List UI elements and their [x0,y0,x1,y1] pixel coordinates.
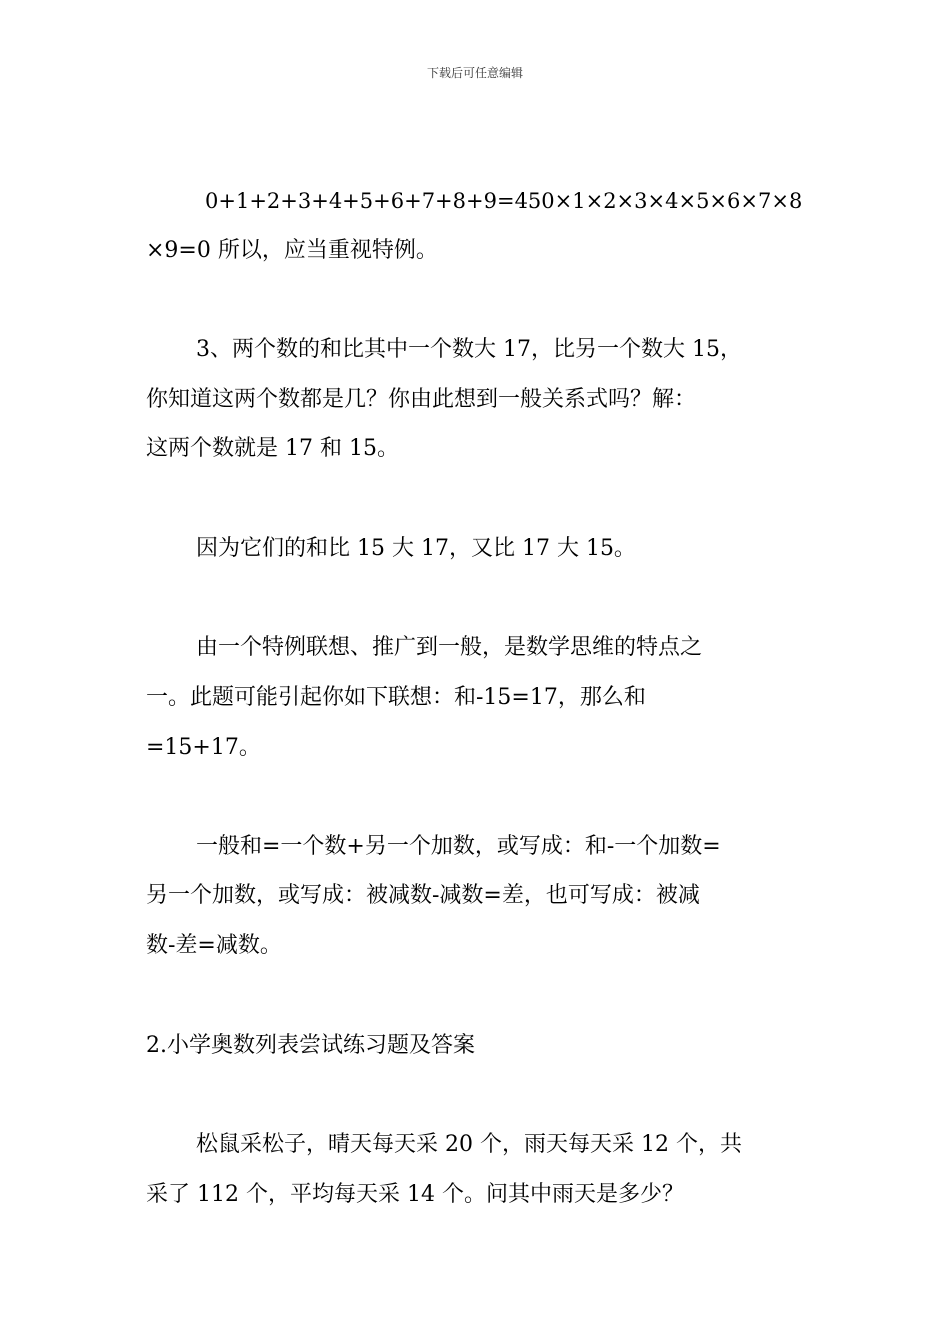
paragraph-1-line-2: ×9=0 所以，应当重视特例。 [146,238,438,263]
paragraph-4-line-2: 一。此题可能引起你如下联想：和-15=17，那么和 [146,685,646,710]
paragraph-1-line-1: 0+1+2+3+4+5+6+7+8+9=450×1×2×3×4×5×6×7×8 [205,189,803,213]
paragraph-2-line-1: 3、两个数的和比其中一个数大 17，比另一个数大 15， [196,337,742,362]
paragraph-6-line-2: 采了 112 个，平均每天采 14 个。问其中雨天是多少？ [146,1182,684,1207]
paragraph-4-line-1: 由一个特例联想、推广到一般，是数学思维的特点之 [196,635,703,660]
paragraph-2-line-2: 你知道这两个数都是几？你由此想到一般关系式吗？解： [146,387,697,412]
section-heading: 2.小学奥数列表尝试练习题及答案 [146,1033,475,1058]
paragraph-3-line-1: 因为它们的和比 15 大 17，又比 17 大 15。 [196,536,636,561]
paragraph-4-line-3: =15+17。 [146,735,261,760]
paragraph-2-line-3: 这两个数就是 17 和 15。 [146,436,399,461]
page-header: 下载后可任意编辑 [426,66,523,80]
paragraph-5-line-3: 数-差=减数。 [146,933,282,958]
paragraph-5-line-2: 另一个加数，或写成：被减数-减数=差，也可写成：被减 [146,883,700,908]
paragraph-5-line-1: 一般和=一个数+另一个加数，或写成：和-一个加数= [196,834,721,859]
paragraph-6-line-1: 松鼠采松子，晴天每天采 20 个，雨天每天采 12 个，共 [196,1132,742,1157]
